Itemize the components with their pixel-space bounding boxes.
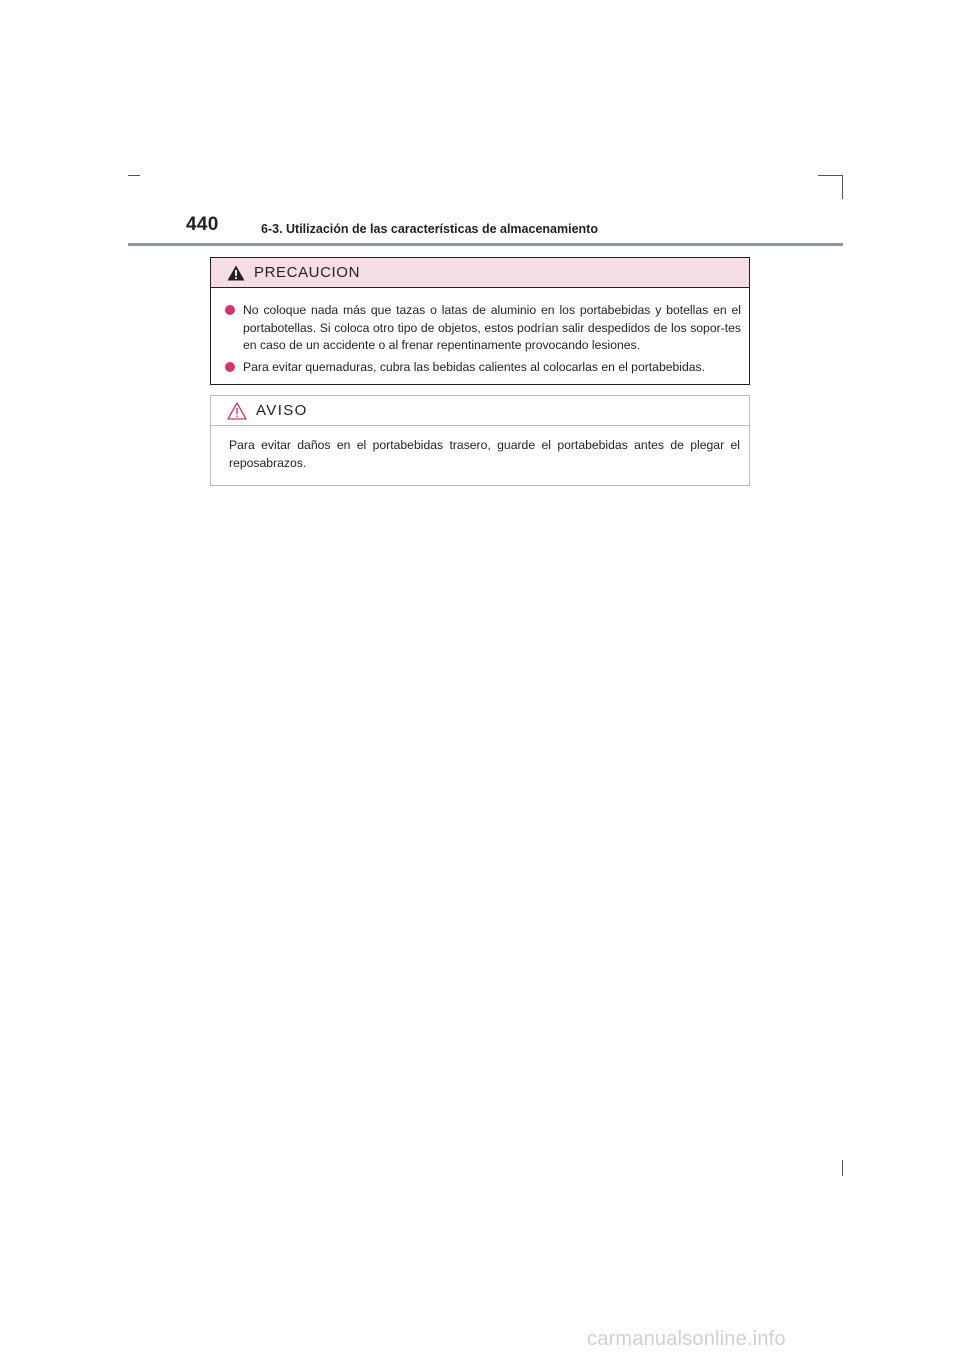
- caution-header: [211, 258, 749, 288]
- caution-body: [211, 288, 749, 376]
- header-rule: [128, 243, 843, 246]
- warning-triangle-icon: [227, 265, 245, 286]
- caution-item-text: Para evitar quemaduras, cubra las bebidas calientes al colocarlas en el portabebidas.: [243, 359, 706, 374]
- caution-item: [225, 302, 741, 355]
- notice-title: AVISO: [256, 402, 308, 419]
- notice-text: Para evitar daños en el portabebidas trasero, guarde el portabebidas antes de plegar el reposabrazos.: [229, 438, 740, 470]
- bullet-icon: [225, 362, 235, 372]
- crop-mark-bottom-right: [842, 1160, 843, 1176]
- caution-item-text: No coloque nada más que tazas o latas de aluminio en los portabebidas y botellas en el portabotellas. Si coloca otro tipo de objetos, estos podrían salir despedidos de los sopor-tes en caso de un accidente o al frenar repentinamente provocando lesiones.: [243, 303, 741, 352]
- caution-box: [210, 257, 750, 385]
- section-title: 6-3. Utilización de las características de almacenamiento: [261, 222, 598, 236]
- warning-triangle-outline-icon: [227, 402, 247, 425]
- crop-mark-top-right-h: [818, 175, 843, 176]
- caution-item: [225, 359, 741, 377]
- caution-title: PRECAUCION: [254, 264, 361, 281]
- notice-box: [210, 395, 750, 486]
- page-number: 440: [186, 214, 219, 235]
- watermark: carmanualsonline.info: [587, 1328, 786, 1350]
- notice-header: [211, 396, 749, 426]
- bullet-icon: [225, 305, 235, 315]
- crop-mark-top-left: [128, 175, 140, 176]
- crop-mark-top-right-v: [842, 175, 843, 199]
